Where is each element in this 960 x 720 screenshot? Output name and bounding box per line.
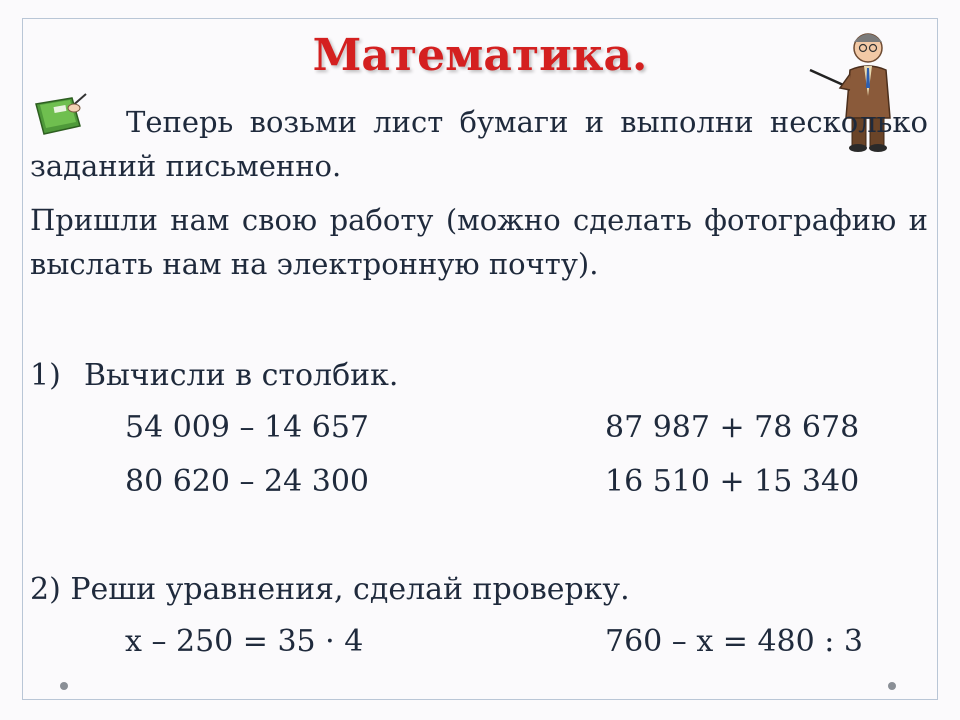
page-title: Математика. — [312, 30, 648, 81]
task1-expression-2: 87 987 + 78 678 — [605, 410, 860, 445]
corner-dot-left — [60, 682, 68, 690]
task1-heading: Вычисли в столбик. — [84, 358, 399, 393]
send-work-paragraph: Пришли нам свою работу (можно сделать фотографию и выслать нам на электронную почту). — [30, 203, 928, 281]
task1-expression-4: 16 510 + 15 340 — [605, 464, 860, 499]
task2-equation-2: 760 – x = 480 : 3 — [605, 624, 863, 659]
instruction-paragraph: Теперь возьми лист бумаги и выполни несколько заданий письменно. — [30, 105, 928, 183]
task1-expression-1: 54 009 – 14 657 — [125, 410, 370, 445]
task1-expression-3: 80 620 – 24 300 — [125, 464, 370, 499]
corner-dot-right — [888, 682, 896, 690]
task2-heading: 2) Реши уравнения, сделай проверку. — [30, 572, 630, 607]
task2-equation-1: x – 250 = 35 · 4 — [125, 624, 364, 659]
task1-number: 1) — [30, 358, 61, 393]
